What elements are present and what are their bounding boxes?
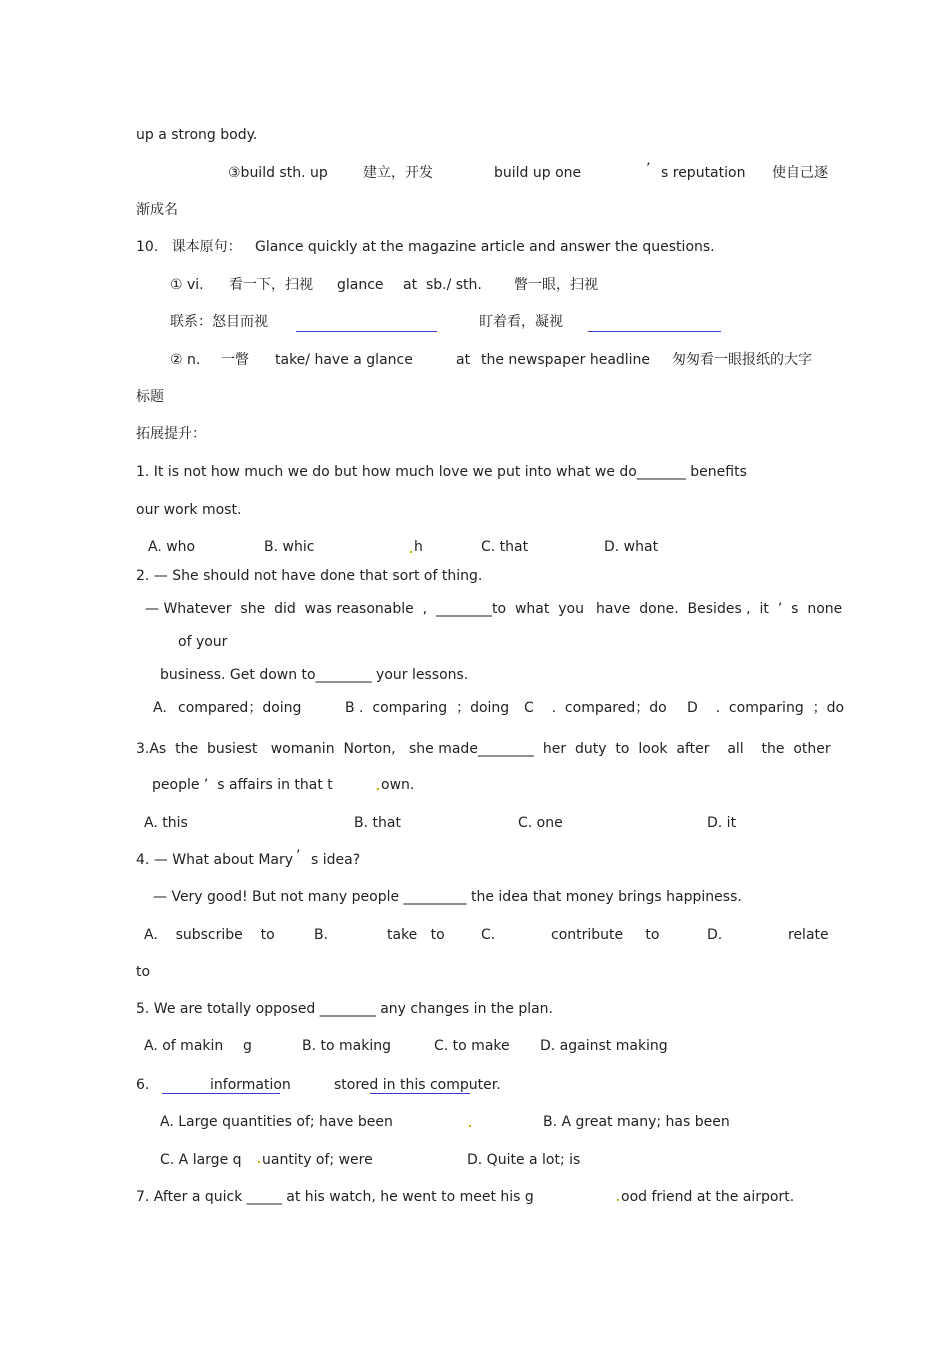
text-line: glance [337, 277, 384, 293]
text-line: ② n. [170, 352, 201, 368]
question-text: 1. It is not how much we do but how much love we put into what we do_______ benefits [136, 464, 747, 480]
option-c: C. one [518, 815, 563, 831]
text-line: 看一下，扫视 [229, 277, 313, 293]
option-c: C. [481, 927, 496, 943]
question-text: ’ [296, 848, 301, 864]
question-text: 3.As the busiest womanin Norton, she made________ her duty to look after all the other [136, 741, 831, 757]
question-number: 6. [136, 1077, 150, 1093]
option-c: C. that [481, 539, 529, 555]
scan-speck [617, 1199, 619, 1201]
option-c: C. to make [434, 1038, 510, 1054]
question-text: people ’ s affairs in that t [152, 777, 333, 793]
scan-speck [377, 788, 379, 790]
text-line: ③build sth. up [228, 165, 328, 181]
option-a: A. [153, 700, 167, 716]
option-b: B . comparing ；doing [345, 700, 510, 716]
text-line: at sb./ sth. [403, 277, 482, 293]
option-a: A. this [144, 815, 188, 831]
question-text: our work most. [136, 502, 242, 518]
question-text: 5. We are totally opposed ________ any changes in the plan. [136, 1001, 553, 1017]
option-a: A. who [148, 539, 196, 555]
option-d: D. [707, 927, 723, 943]
option-b: B. that [354, 815, 401, 831]
text-line: 联系：怒目而视 [170, 314, 268, 330]
answer-blank [370, 1093, 470, 1094]
question-text: business. Get down to________ your lessons. [160, 667, 469, 683]
answer-blank [162, 1093, 280, 1094]
option-a: compared；doing [178, 700, 302, 716]
answer-blank [588, 331, 721, 332]
question-text: ood friend at the airport. [621, 1189, 795, 1205]
text-line: ① vi. [170, 277, 204, 293]
option-a: A. subscribe to [144, 927, 275, 943]
scan-speck [469, 1125, 471, 1127]
scan-speck [258, 1161, 260, 1163]
question-text: own. [381, 777, 415, 793]
text-line: up a strong body. [136, 127, 258, 143]
option-d: relate [788, 927, 829, 943]
answer-blank [296, 331, 437, 332]
text-line: 建立，开发 [363, 165, 433, 181]
text-line: 标题 [136, 389, 164, 405]
question-text: of your [178, 634, 228, 650]
text-line: s reputation [661, 165, 746, 181]
text-line: 匆匆看一眼报纸的大字 [672, 352, 812, 368]
option-b: B. A great many; has been [543, 1114, 730, 1130]
text-line: the newspaper headline [481, 352, 651, 368]
question-text: 2. — She should not have done that sort of thing. [136, 568, 483, 584]
option-c: C . compared；do [524, 700, 667, 716]
question-text: s idea? [311, 852, 361, 868]
text-line: ’ [646, 161, 651, 177]
option-a: g [243, 1038, 252, 1054]
option-b: B. whic [264, 539, 315, 555]
text-line: 10. 课本原句： Glance quickly at the magazine article and answer the questions. [136, 239, 715, 255]
question-text: 4. — What about Mary [136, 852, 294, 868]
text-line: 盯着看，凝视 [479, 314, 563, 330]
text-line: at [456, 352, 471, 368]
option-b: h [414, 539, 423, 555]
option-c: contribute to [551, 927, 660, 943]
option-a: A. of makin [144, 1038, 224, 1054]
scan-speck [410, 551, 412, 553]
question-text: have done. Besides , it ’ s none [596, 601, 843, 617]
question-text: information [210, 1077, 291, 1093]
question-text: stored in this computer. [334, 1077, 501, 1093]
option-d: D . comparing ；do [687, 700, 845, 716]
option-d: D. it [707, 815, 737, 831]
option-b: take to [387, 927, 445, 943]
question-text: — Whatever she did was reasonable , ________to what you [145, 601, 584, 617]
option-d: D. what [604, 539, 659, 555]
option-b: B. [314, 927, 329, 943]
option-d: D. against making [540, 1038, 668, 1054]
section-heading: 拓展提升： [136, 426, 206, 442]
option-d: D. Quite a lot; is [467, 1152, 581, 1168]
option-d: to [136, 964, 151, 980]
option-a: A. Large quantities of; have been [160, 1114, 393, 1130]
text-line: 瞥一眼，扫视 [514, 277, 598, 293]
text-line: take/ have a glance [275, 352, 413, 368]
question-text: — Very good! But not many people _________ the idea that money brings happiness. [153, 889, 742, 905]
text-line: 使自己逐 [772, 165, 828, 181]
text-line: build up one [494, 165, 582, 181]
question-text: 7. After a quick _____ at his watch, he went to meet his g [136, 1189, 534, 1205]
text-line: 一瞥 [221, 352, 249, 368]
text-line: 渐成名 [136, 202, 178, 218]
option-c: C. A large q [160, 1152, 242, 1168]
option-c: uantity of; were [262, 1152, 373, 1168]
option-b: B. to making [302, 1038, 391, 1054]
